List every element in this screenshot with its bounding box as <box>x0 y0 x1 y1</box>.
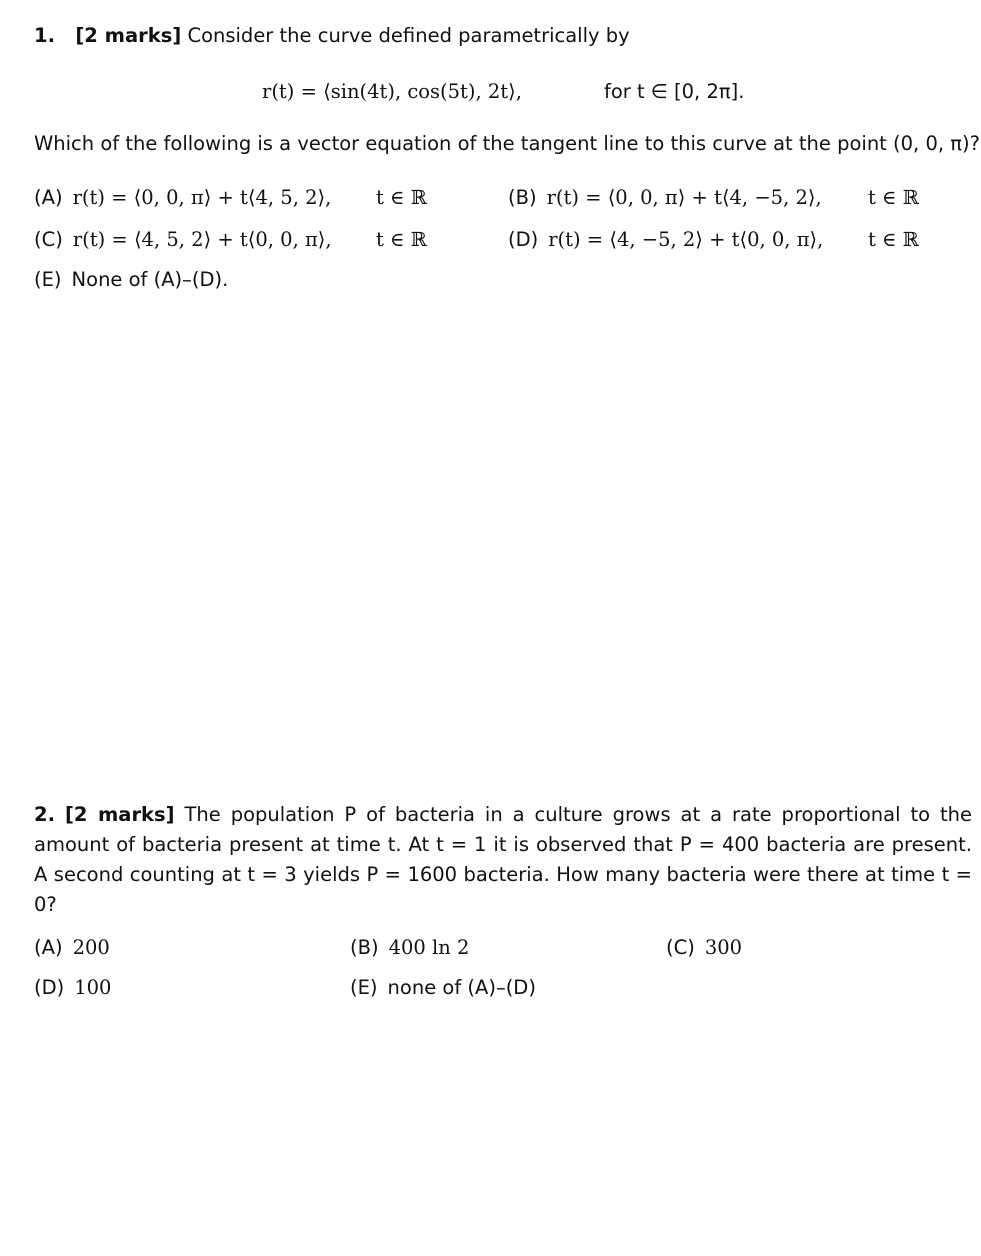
option-label: (D) <box>508 228 539 251</box>
q1-marks: [2 marks] <box>75 24 182 47</box>
q1-question: Which of the following is a vector equation of the tangent line to this curve at the point (0, 0, π)? <box>34 132 980 155</box>
q1-domain: for t ∈ [0, 2π]. <box>604 80 745 103</box>
q2-option-b[interactable] <box>350 936 469 959</box>
q2-marks: [2 marks] <box>64 803 175 826</box>
q1-option-a-condition: t ∈ ℝ <box>376 186 427 209</box>
q1-option-a[interactable] <box>34 186 331 209</box>
q2-number: 2. <box>34 803 55 826</box>
option-label: (A) <box>34 936 63 959</box>
q1-option-e[interactable] <box>34 268 228 291</box>
q2-body: The population P of bacteria in a culture grows at a rate proportional to the amount of bacteria present at time t. At t = 1 it is observed that P = 400 bacteria are present. A second counting at t = 3 yields P = 1600 bacteria. How many bacteria were there at time t = 0? <box>34 803 972 916</box>
q1-option-b-condition: t ∈ ℝ <box>868 186 919 209</box>
option-label: (B) <box>350 936 379 959</box>
option-label: (E) <box>350 976 378 999</box>
q2-option-d[interactable] <box>34 976 111 999</box>
q1-option-c[interactable] <box>34 228 332 251</box>
option-label: (E) <box>34 268 62 291</box>
option-expression: r(t) = ⟨0, 0, π⟩ + t⟨4, 5, 2⟩, <box>72 186 332 209</box>
option-label: (A) <box>34 186 63 209</box>
q2-option-c[interactable] <box>666 936 742 959</box>
q1-header <box>34 24 630 47</box>
q1-equation: r(t) = ⟨sin(4t), cos(5t), 2t⟩, <box>262 80 522 103</box>
q2-body-block <box>34 800 972 920</box>
option-value: 400 ln 2 <box>388 936 470 959</box>
option-expression: r(t) = ⟨0, 0, π⟩ + t⟨4, −5, 2⟩, <box>546 186 822 209</box>
option-value: 100 <box>74 976 112 999</box>
q1-number: 1. <box>34 24 55 47</box>
option-expression: r(t) = ⟨4, 5, 2⟩ + t⟨0, 0, π⟩, <box>72 228 332 251</box>
option-expression: r(t) = ⟨4, −5, 2⟩ + t⟨0, 0, π⟩, <box>548 228 824 251</box>
option-label: (C) <box>34 228 63 251</box>
q1-option-c-condition: t ∈ ℝ <box>376 228 427 251</box>
q1-option-b[interactable] <box>508 186 822 209</box>
option-expression: None of (A)–(D). <box>71 268 229 291</box>
q1-option-d-condition: t ∈ ℝ <box>868 228 919 251</box>
option-value: 200 <box>72 936 110 959</box>
q1-option-d[interactable] <box>508 228 823 251</box>
q2-option-e[interactable] <box>350 976 536 999</box>
option-value: none of (A)–(D) <box>387 976 536 999</box>
q1-intro: Consider the curve defined parametrically by <box>187 24 630 47</box>
option-value: 300 <box>704 936 743 959</box>
q2-option-a[interactable] <box>34 936 110 959</box>
option-label: (D) <box>34 976 65 999</box>
option-label: (C) <box>666 936 695 959</box>
option-label: (B) <box>508 186 537 209</box>
